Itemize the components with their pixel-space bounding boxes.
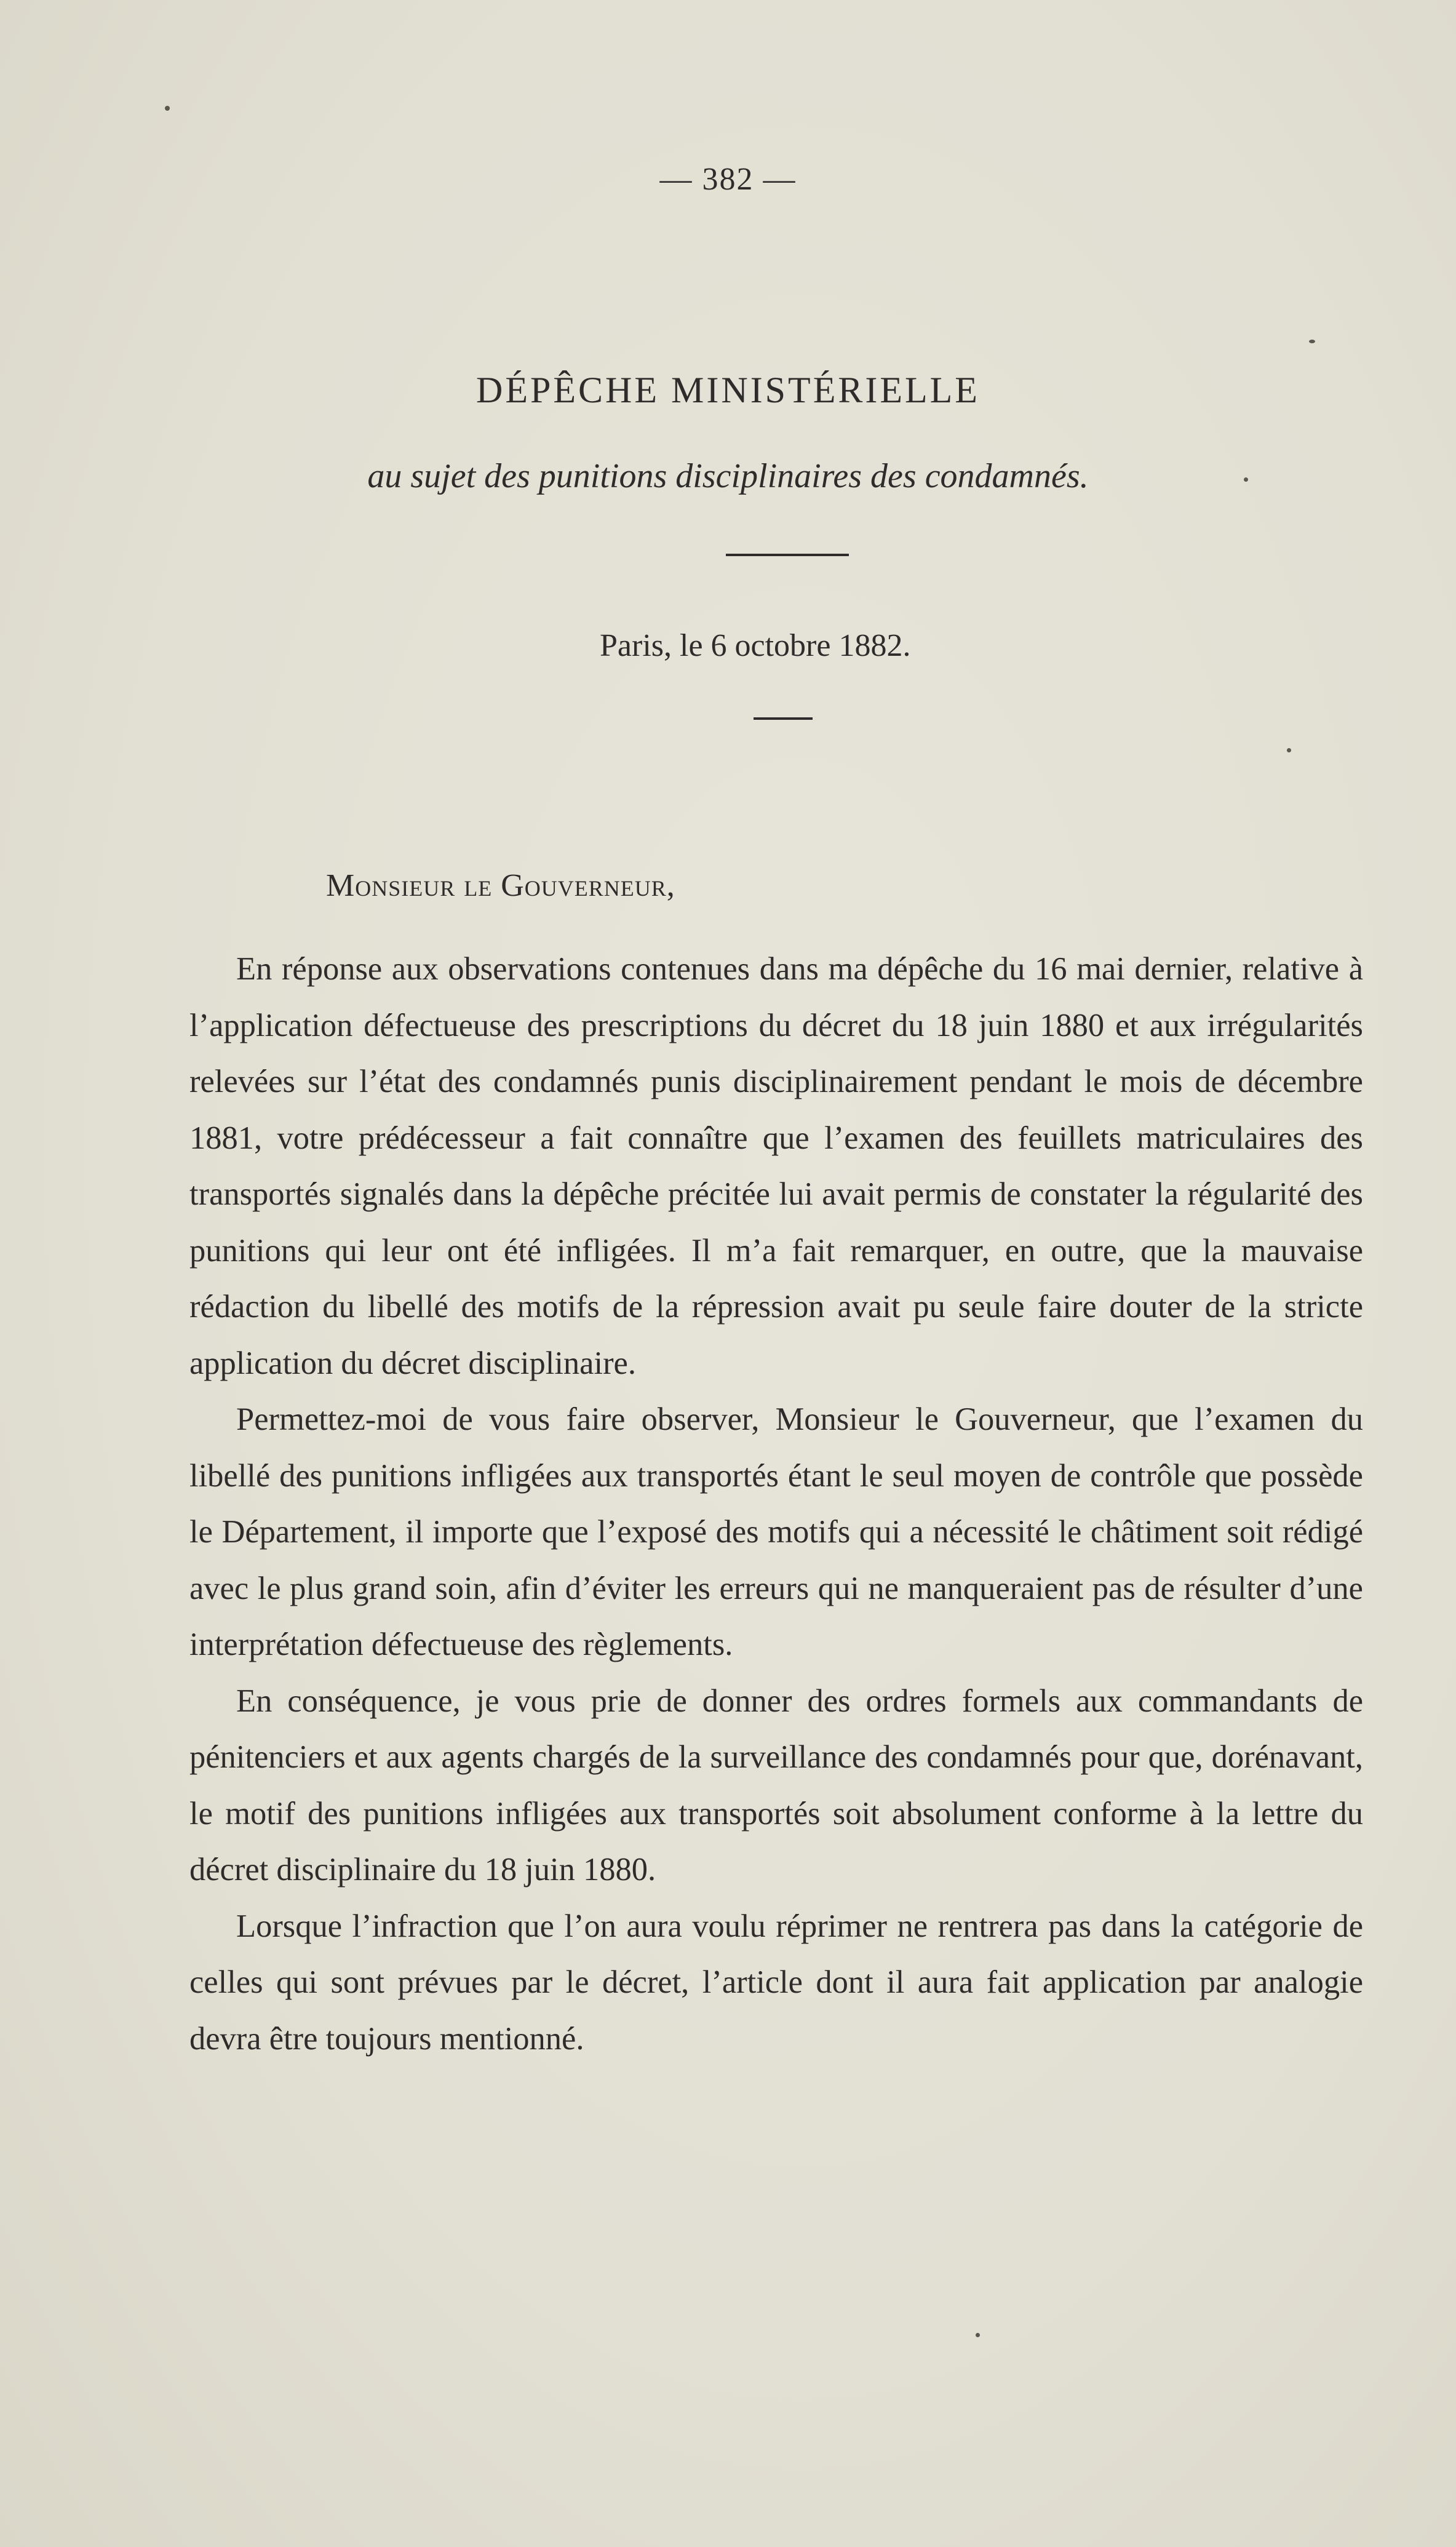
document-title: DÉPÊCHE MINISTÉRIELLE [476, 370, 980, 410]
paper-speck [976, 2333, 980, 2337]
salutation: Monsieur le Gouverneur, [326, 868, 675, 903]
dateline: Paris, le 6 octobre 1882. [600, 628, 911, 663]
separator-rule-short [754, 717, 813, 720]
paragraph: Lorsque l’infraction que l’on aura voulu réprimer ne rentrera pas dans la catégorie de celles qui sont prévues par le décret, l’article dont il aura fait application par analogie devra être toujours mentionné. [189, 1908, 1363, 2057]
letter-body [189, 941, 1363, 2067]
paper-speck [165, 106, 170, 111]
paper-speck [1287, 748, 1291, 752]
paragraph: En réponse aux observations contenues dans ma dépêche du 16 mai dernier, relative à l’application défectueuse des prescriptions du décret du 18 juin 1880 et aux irrégularités relevées sur l’état des condamnés punis disciplinairement pendant le mois de décembre 1881, votre prédécesseur a fait connaître que l’examen des feuillets matriculaires des transportés signalés dans la dépêche précitée lui avait permis de constater la régularité des punitions qui leur ont été infligées. Il m’a fait remarquer, en outre, que la mauvaise rédaction du libellé des motifs de la répression avait pu seule faire douter de la stricte application du décret disciplinaire. [189, 951, 1363, 1381]
separator-rule [726, 554, 849, 556]
document-subtitle: au sujet des punitions disciplinaires des condamnés. [367, 457, 1089, 495]
paper-speck [1309, 340, 1315, 343]
paragraph: Permettez-moi de vous faire observer, Monsieur le Gouverneur, que l’examen du libellé des punitions infligées aux transportés étant le seul moyen de contrôle que possède le Département, il importe que l’exposé des motifs qui a nécessité le châtiment soit rédigé avec le plus grand soin, afin d’éviter les erreurs qui ne manqueraient pas de résulter d’une interprétation défectueuse des règlements. [189, 1401, 1363, 1662]
page-number: — 382 — [659, 162, 797, 197]
paragraph: En conséquence, je vous prie de donner des ordres formels aux commandants de pénitenciers et aux agents chargés de la surveillance des condamnés pour que, dorénavant, le motif des punitions infligées aux transportés soit absolument conforme à la lettre du décret disciplinaire du 18 juin 1880. [189, 1683, 1363, 1887]
